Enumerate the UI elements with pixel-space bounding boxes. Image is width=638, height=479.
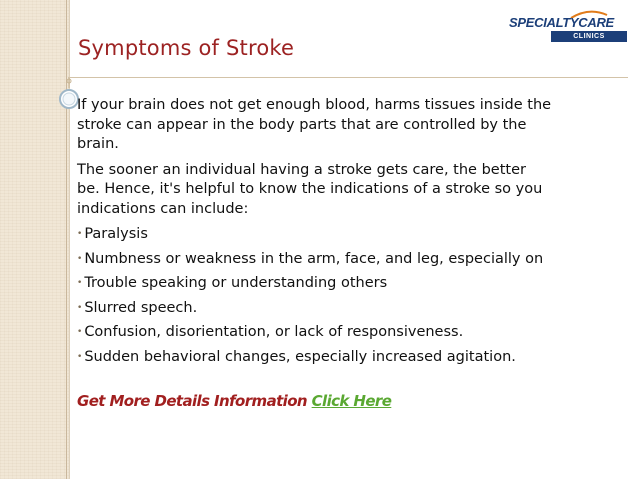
list-item (77, 345, 622, 370)
list-item (77, 271, 622, 296)
click-here-link[interactable]: Click Here (311, 392, 392, 410)
logo-wordmark (509, 15, 614, 30)
slide-title: Symptoms of Stroke (78, 36, 295, 60)
more-info-text: Get More Details Information (77, 392, 307, 410)
logo-clinics-bar: CLINICS (551, 31, 627, 42)
list-item-text: Numbness or weakness in the arm, face, and leg, especially on (84, 250, 544, 267)
band-edge-line (66, 0, 67, 479)
slide-body (77, 96, 622, 369)
bullet-icon: • (77, 302, 83, 313)
band-edge-line-inner (69, 0, 70, 479)
list-item (77, 222, 622, 247)
list-item-text: Slurred speech. (84, 299, 198, 316)
list-item (77, 320, 622, 345)
title-divider (68, 77, 628, 78)
more-info-line (77, 392, 391, 410)
list-item-text: Trouble speaking or understanding others (84, 275, 388, 291)
specialtycare-logo (509, 15, 627, 45)
logo-care: CARE (578, 15, 614, 30)
bullet-icon: • (77, 327, 83, 337)
bullet-icon: • (77, 229, 83, 239)
paragraph-1-line-1: If your brain does not get enough blood, harms tissues inside the (77, 97, 552, 113)
list-item-text: Sudden behavioral changes, especially increased agitation. (84, 348, 516, 365)
paragraph-1-line-2: stroke can appear in the body parts that are controlled by the (77, 116, 527, 133)
list-item (77, 296, 622, 321)
left-decorative-band (0, 0, 70, 479)
paragraph-2-line-3: indications can include: (77, 200, 249, 217)
bullet-icon: • (77, 253, 83, 264)
list-item (77, 247, 622, 272)
paragraph-2-line-2: be. Hence, it's helpful to know the indications of a stroke so you (77, 181, 543, 197)
list-item-text: Paralysis (84, 226, 148, 242)
bullet-icon: • (77, 278, 83, 288)
symptom-list (77, 222, 622, 369)
paragraph-2-line-1: The sooner an individual having a stroke gets care, the better (77, 161, 526, 178)
bullet-icon: • (77, 351, 83, 362)
list-item-text: Confusion, disorientation, or lack of responsiveness. (84, 324, 464, 340)
logo-specialty: SPECIALTY (509, 15, 579, 30)
paragraph-1-line-3: brain. (77, 136, 119, 152)
